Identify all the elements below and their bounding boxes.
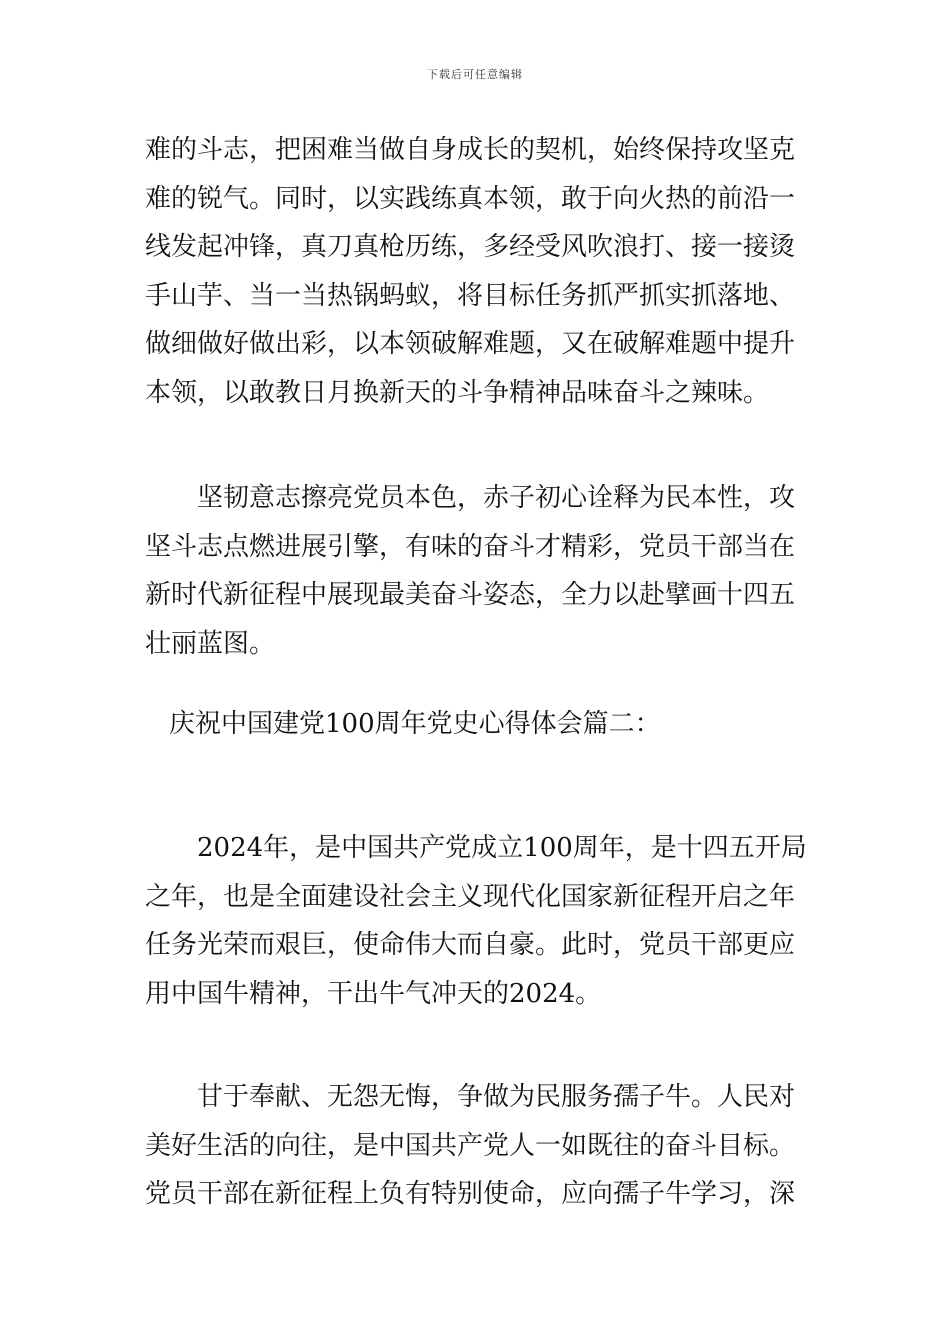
section-heading (145, 700, 809, 749)
paragraph-continuation (145, 126, 809, 417)
paragraph-conclusion (145, 474, 809, 668)
paragraph-line: 坚斗志点燃进展引擎，有味的奋斗才精彩，党员干部当在 (145, 531, 796, 562)
paragraph-line: 做细做好做出彩，以本领破解难题，又在破解难题中提升 (145, 329, 796, 359)
paragraph-line: 手山芋、当一当热锅蚂蚁，将目标任务抓严抓实抓落地、 (145, 280, 796, 311)
paragraph-intro (145, 824, 809, 1018)
header-note: 下载后可任意编辑 (427, 68, 523, 81)
paragraph-line: 之年，也是全面建设社会主义现代化国家新征程开启之年 (145, 881, 796, 912)
paragraph-dedication (145, 1073, 809, 1219)
paragraph-line: 新时代新征程中展现最美奋斗姿态，全力以赴擘画十四五 (145, 580, 796, 610)
paragraph-line: 坚韧意志擦亮党员本色，赤子初心诠释为民本性，攻 (197, 483, 796, 513)
paragraph-line: 美好生活的向往，是中国共产党人一如既往的奋斗目标。 (145, 1130, 796, 1161)
paragraph-line: 难的锐气。同时，以实践练真本领，敢于向火热的前沿一 (145, 183, 796, 214)
paragraph-line: 难的斗志，把困难当做自身成长的契机，始终保持攻坚克 (145, 135, 796, 165)
section-heading-text: 庆祝中国建党100周年党史心得体会篇二： (169, 709, 661, 739)
paragraph-line: 甘于奉献、无怨无悔，争做为民服务孺子牛。人民对 (197, 1082, 796, 1112)
paragraph-line: 本领，以敢教日月换新天的斗争精神品味奋斗之辣味。 (145, 377, 770, 408)
paragraph-line: 线发起冲锋，真刀真枪历练，多经受风吹浪打、接一接烫 (145, 232, 796, 262)
paragraph-line: 任务光荣而艰巨，使命伟大而自豪。此时，党员干部更应 (145, 930, 796, 960)
paragraph-line: 2024年，是中国共产党成立100周年，是十四五开局 (197, 833, 807, 863)
paragraph-line: 党员干部在新征程上负有特别使命，应向孺子牛学习，深 (145, 1179, 796, 1209)
paragraph-line: 壮丽蓝图。 (145, 628, 276, 659)
paragraph-line: 用中国牛精神，干出牛气冲天的2024。 (145, 978, 602, 1009)
